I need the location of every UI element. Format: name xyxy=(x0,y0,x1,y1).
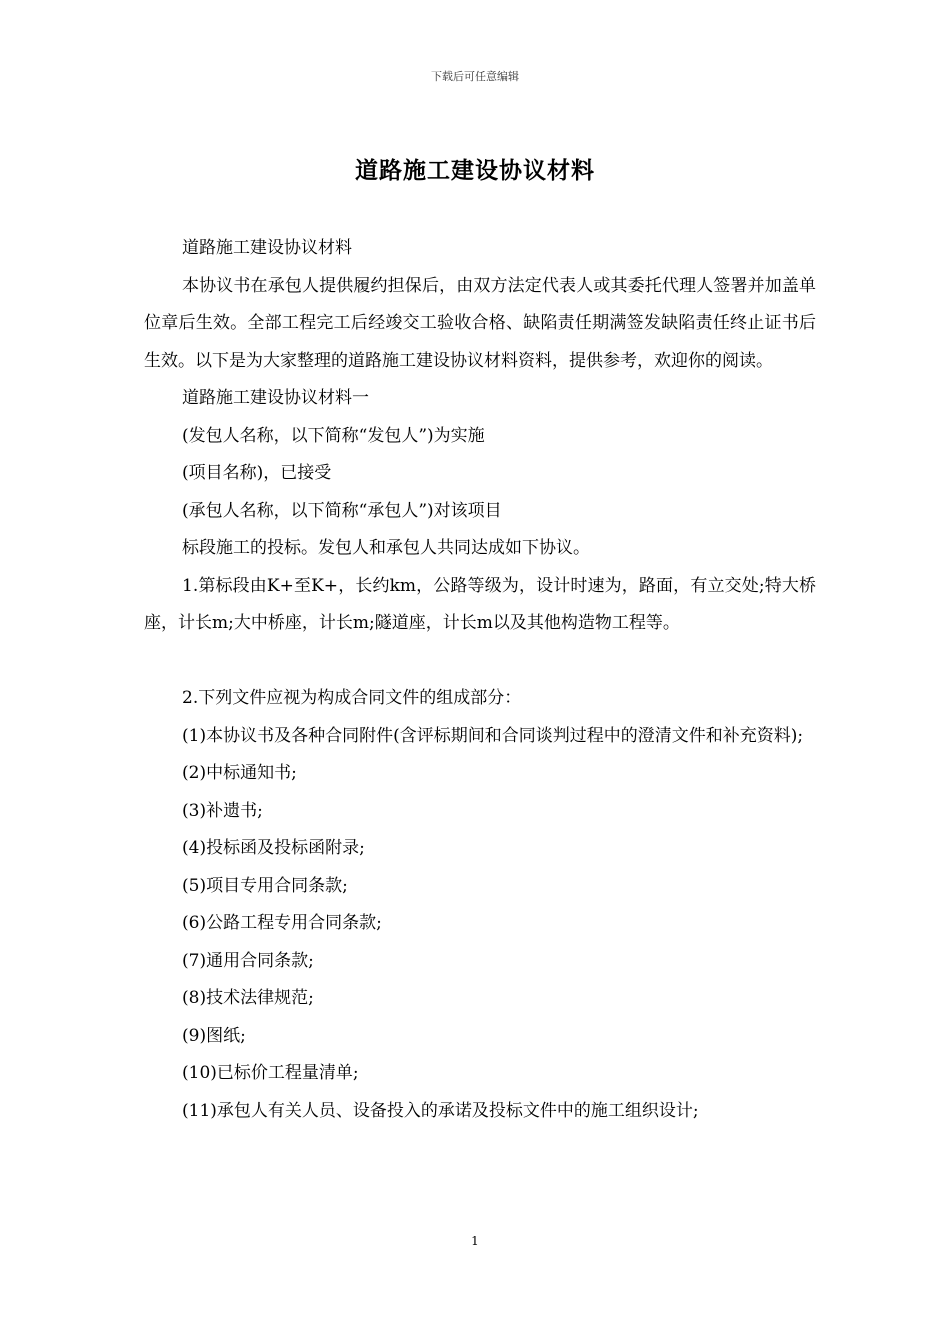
paragraph: 标段施工的投标。发包人和承包人共同达成如下协议。 xyxy=(182,538,590,558)
list-item: (5)项目专用合同条款; xyxy=(182,875,348,896)
paragraph: 道路施工建设协议材料一 xyxy=(182,388,369,408)
document-body xyxy=(144,230,816,1130)
paragraph: 1.第标段由K+至K+，长约km，公路等级为，设计时速为，路面，有立交处;特大桥座，计长m;大中桥座，计长m;隧道座，计长m以及其他构造物工程等。 xyxy=(144,575,816,633)
paragraph: (项目名称)，已接受 xyxy=(182,463,332,483)
list-item: (4)投标函及投标函附录; xyxy=(182,838,365,858)
list-item: (6)公路工程专用合同条款; xyxy=(182,913,382,933)
page-header-note: 下载后可任意编辑 xyxy=(431,70,519,83)
list-item: (9)图纸; xyxy=(182,1025,246,1046)
paragraph: (发包人名称，以下简称“发包人”)为实施 xyxy=(182,425,485,446)
list-item: (7)通用合同条款; xyxy=(182,950,314,971)
list-item: (11)承包人有关人员、设备投入的承诺及投标文件中的施工组织设计; xyxy=(182,1100,699,1121)
list-item: (10)已标价工程量清单; xyxy=(182,1063,359,1083)
document-title: 道路施工建设协议材料 xyxy=(355,157,595,184)
list-item: (8)技术法律规范; xyxy=(182,988,314,1008)
page-number: 1 xyxy=(471,1234,479,1248)
paragraph: 本协议书在承包人提供履约担保后，由双方法定代表人或其委托代理人签署并加盖单位章后生效。全部工程完工后经竣交工验收合格、缺陷责任期满签发缺陷责任终止证书后生效。以下是为大家整理的道路施工建设协议材料资料，提供参考，欢迎你的阅读。 xyxy=(144,275,816,371)
paragraph: 2.下列文件应视为构成合同文件的组成部分： xyxy=(182,688,522,708)
list-item: (2)中标通知书; xyxy=(182,763,297,783)
paragraph: (承包人名称，以下简称“承包人”)对该项目 xyxy=(182,500,502,521)
paragraph: (1)本协议书及各种合同附件(含评标期间和合同谈判过程中的澄清文件和补充资料); xyxy=(182,725,804,746)
list-item: (3)补遗书; xyxy=(182,800,263,821)
paragraph: 道路施工建设协议材料 xyxy=(182,238,352,258)
